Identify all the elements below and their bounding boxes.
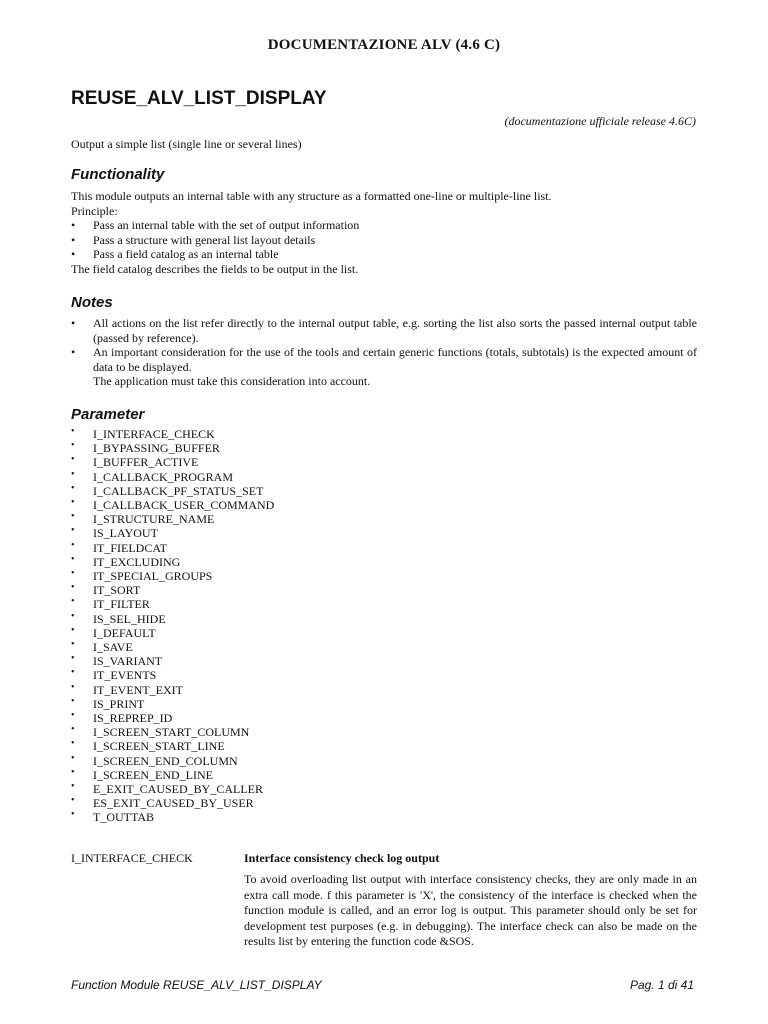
functionality-closing: The field catalog describes the fields to be output in the list.	[71, 261, 359, 276]
bullet-icon: •	[71, 681, 75, 693]
parameter-item: • E_EXIT_CAUSED_BY_CALLER	[71, 781, 263, 797]
bullet-icon: •	[71, 345, 76, 359]
bullet-icon: •	[71, 232, 76, 247]
release-note: (documentazione ufficiale release 4.6C)	[504, 114, 696, 128]
parameter-item: • I_INTERFACE_CHECK	[71, 426, 215, 441]
bullet-icon: •	[71, 454, 75, 466]
page-number: Pag. 1 di 41	[629, 978, 694, 992]
bullet-icon: •	[71, 316, 76, 330]
footer-title: Function Module REUSE_ALV_LIST_DISPLAY	[71, 978, 322, 992]
parameter-name: I_INTERFACE_CHECK	[71, 851, 193, 865]
bullet-icon: •	[71, 568, 75, 580]
bullet-icon: •	[71, 624, 75, 636]
intro-text: Output a simple list (single line or several lines)	[71, 137, 302, 151]
bullet-icon: •	[71, 218, 76, 232]
parameter-item: • I_SAVE	[71, 639, 133, 655]
functionality-line-2: Principle:	[71, 203, 118, 218]
bullet-icon: •	[71, 795, 75, 807]
parameter-item: • I_BYPASSING_BUFFER	[71, 440, 220, 456]
functionality-section	[71, 189, 697, 276]
parameter-item: • I_SCREEN_END_COLUMN	[71, 752, 238, 768]
document-header: DOCUMENTAZIONE ALV (4.6 C)	[267, 37, 501, 53]
bullet-icon: •	[71, 539, 75, 551]
notes-section	[71, 316, 697, 389]
list-item: • Pass a field catalog as an internal table	[71, 247, 279, 261]
functionality-heading: Functionality	[71, 166, 165, 183]
bullet-icon: •	[71, 440, 75, 452]
parameter-item: • IT_EVENTS	[71, 667, 157, 683]
bullet-icon: •	[71, 695, 75, 707]
parameter-item: • I_CALLBACK_PF_STATUS_SET	[71, 482, 264, 498]
bullet-icon: •	[71, 781, 75, 793]
bullet-icon: •	[71, 766, 75, 778]
bullet-icon: •	[71, 710, 75, 722]
parameter-item: • IS_VARIANT	[71, 653, 163, 669]
bullet-icon: •	[71, 426, 75, 437]
parameter-item: • I_CALLBACK_USER_COMMAND	[71, 497, 275, 513]
parameter-item: • I_SCREEN_END_LINE	[71, 766, 213, 782]
parameter-item: • I_DEFAULT	[71, 624, 156, 640]
bullet-icon: •	[71, 525, 75, 537]
parameter-list	[71, 427, 274, 825]
parameter-item: • I_SCREEN_START_COLUMN	[71, 724, 250, 740]
notes-bullet-list	[71, 316, 697, 389]
parameter-item: • I_STRUCTURE_NAME	[71, 511, 215, 527]
parameter-item: • ES_EXIT_CAUSED_BY_USER	[71, 795, 254, 811]
parameter-item: • IT_EXCLUDING	[71, 553, 181, 569]
parameter-item: • IT_FIELDCAT	[71, 539, 167, 555]
parameter-item: • IS_PRINT	[71, 695, 145, 711]
bullet-icon: •	[71, 610, 75, 622]
list-item: • Pass a structure with general list layout details	[71, 232, 316, 247]
list-item: • All actions on the list refer directly to the internal output table, e.g. sorting the list also sorts the passed internal output table (passed by reference).	[71, 316, 697, 345]
parameter-heading: Parameter	[71, 406, 145, 423]
bullet-icon: •	[71, 809, 75, 821]
bullet-icon: •	[71, 653, 75, 665]
bullet-icon: •	[71, 468, 75, 480]
functionality-line-1: This module outputs an internal table with any structure as a formatted one-line or multiple-line list.	[71, 189, 552, 203]
parameter-item: • IS_SEL_HIDE	[71, 610, 166, 626]
functionality-bullet-list	[71, 218, 697, 262]
bullet-icon: •	[71, 553, 75, 565]
list-item: • An important consideration for the use of the tools and certain generic functions (totals, subtotals) is the expected amount of data to be displayed. The application must take this consideration into account.	[71, 345, 697, 388]
parameter-item: • I_BUFFER_ACTIVE	[71, 454, 199, 470]
bullet-icon: •	[71, 482, 75, 494]
bullet-icon: •	[71, 667, 75, 679]
list-item: • Pass an internal table with the set of output information	[71, 218, 360, 232]
parameter-item: • I_SCREEN_START_LINE	[71, 738, 225, 754]
notes-followup: The application must take this consideration into account.	[93, 374, 371, 388]
page-title: REUSE_ALV_LIST_DISPLAY	[71, 88, 327, 109]
bullet-icon: •	[71, 582, 75, 594]
notes-heading: Notes	[71, 294, 113, 311]
parameter-item: • I_CALLBACK_PROGRAM	[71, 468, 234, 484]
parameter-item: • T_OUTTAB	[71, 809, 155, 825]
parameter-item: • IT_SPECIAL_GROUPS	[71, 568, 213, 584]
parameter-item: • IS_REPREP_ID	[71, 710, 173, 726]
bullet-icon: •	[71, 738, 75, 750]
bullet-icon: •	[71, 724, 75, 736]
parameter-heading-detail: Interface consistency check log output	[244, 851, 440, 865]
bullet-icon: •	[71, 247, 76, 261]
bullet-icon: •	[71, 639, 75, 651]
parameter-item: • IT_FILTER	[71, 596, 150, 612]
bullet-icon: •	[71, 752, 75, 764]
bullet-icon: •	[71, 497, 75, 509]
parameter-item: • IT_SORT	[71, 582, 141, 598]
bullet-icon: •	[71, 511, 75, 523]
bullet-icon: •	[71, 596, 75, 608]
parameter-description: To avoid overloading list output with interface consistency checks, they are only made in an extra call mode. f this parameter is 'X', the consistency of the interface is checked when the function module is called, and an error log is output. This parameter should only be set for development test purposes (e.g. in debugging). The interface check can also be made on the results list by entering the function code &SOS.	[244, 872, 697, 949]
parameter-item: • IT_EVENT_EXIT	[71, 681, 183, 697]
parameter-item: • IS_LAYOUT	[71, 525, 158, 541]
